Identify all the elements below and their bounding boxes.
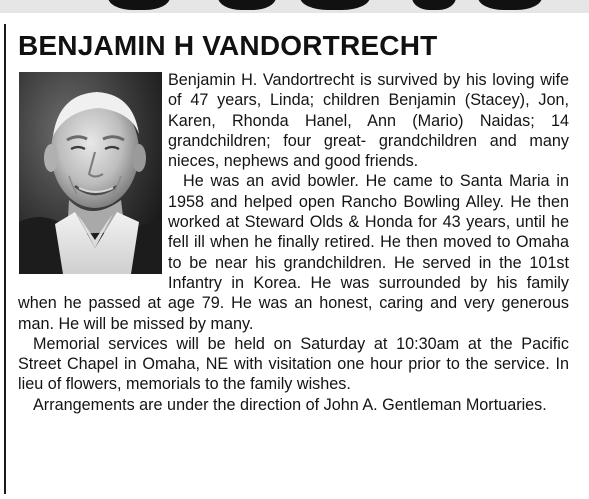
paragraph-life: He was an avid bowler. He came to Santa Maria in 1958 and helped open Rancho Bowling Alley. He then worked at Steward Olds & Honda for 43 years, until he fell ill when he finally retired. He then moved to Omaha to be near his grandchildren. He served in the 101st Infantry in Korea. He was surrounded by his family when he passed at age 79. He was an honest, caring and very generous man. He will be missed by many. [18, 172, 569, 333]
paragraph-services: Memorial services will be held on Saturday at 10:30am at the Pacific Street Chapel in Omaha, NE with visitation one hour prior to the service. In lieu of flowers, memorials to the family wishes. [18, 334, 569, 394]
masthead-strip [0, 0, 589, 13]
photo-wrap-spacer [18, 70, 168, 275]
obituary-title: BENJAMIN H VANDORTRECHT [18, 30, 438, 61]
obituary-body [18, 70, 569, 415]
paragraph-arrangements: Arrangements are under the direction of John A. Gentleman Mortuaries. [33, 395, 547, 414]
paragraph-survivors: Benjamin H. Vandortrecht is survived by his loving wife of 47 years, Linda; children Benjamin (Stacey), Jon, Karen, Rhonda Hanel, Ann (Mario) Naidas; 14 grandchildren; four great- grandchildren and many nieces, nephews and good friends. [168, 71, 569, 171]
column-rule [4, 24, 6, 494]
